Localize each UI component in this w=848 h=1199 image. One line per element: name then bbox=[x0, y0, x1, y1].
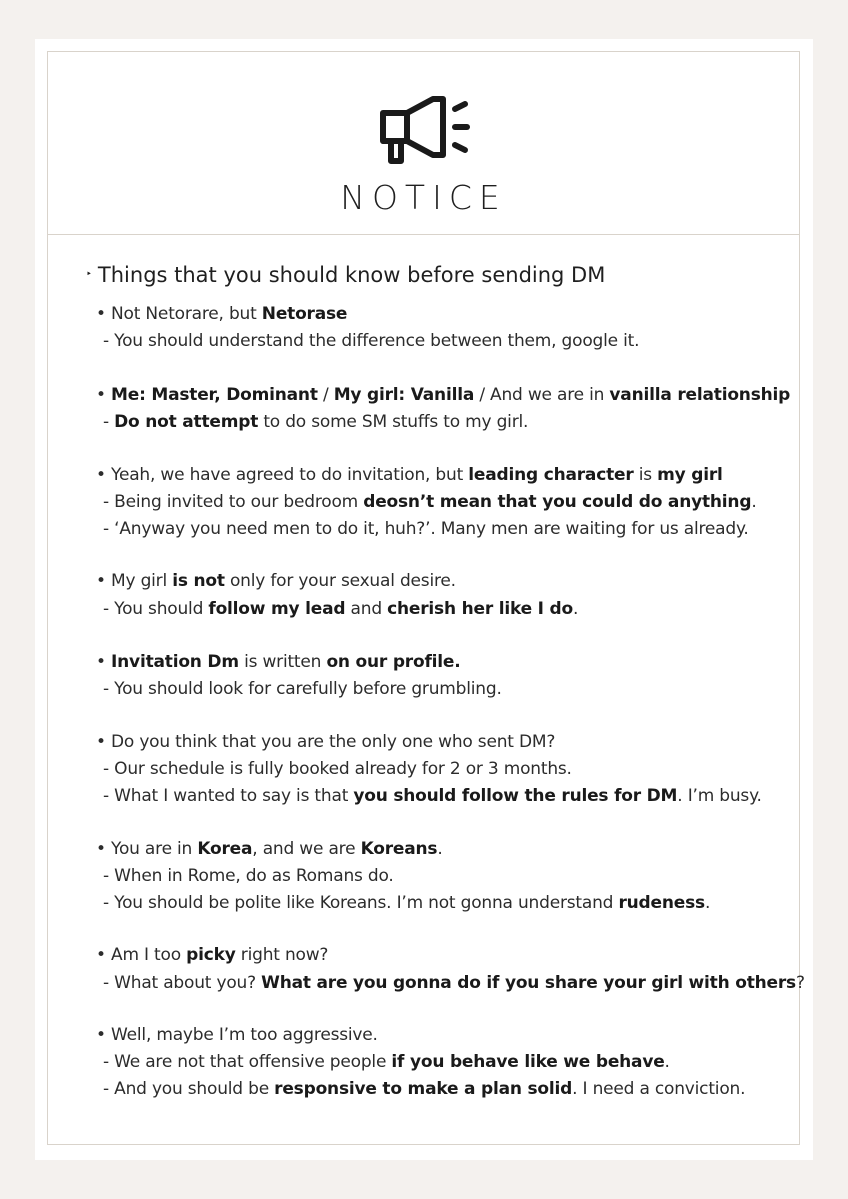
line-text: is written bbox=[238, 652, 327, 672]
line-text: . bbox=[664, 1052, 670, 1072]
line-text: is bbox=[633, 465, 658, 485]
line-prefix: - bbox=[103, 1079, 115, 1099]
emphasis-text: vanilla relationship bbox=[609, 385, 791, 405]
emphasis-text: My girl: Vanilla bbox=[333, 385, 475, 405]
emphasis-text: on our profile. bbox=[326, 652, 461, 672]
line-text: . bbox=[704, 893, 711, 913]
rule-line bbox=[96, 304, 347, 324]
line-text: . I need a conviction. bbox=[572, 1079, 746, 1099]
emphasis-text: Netorase bbox=[261, 304, 348, 324]
line-text: We are not that offensive people bbox=[114, 1052, 392, 1072]
rule-line bbox=[96, 385, 790, 405]
emphasis-text: if you behave like we behave bbox=[391, 1052, 665, 1072]
line-prefix: - bbox=[103, 866, 115, 886]
rule-line bbox=[96, 571, 456, 591]
line-text: ? bbox=[795, 973, 805, 993]
line-text: My girl bbox=[111, 571, 173, 591]
rule-line bbox=[96, 732, 555, 752]
line-text: . bbox=[751, 492, 757, 512]
line-prefix: - bbox=[103, 331, 115, 351]
line-text: . bbox=[572, 599, 579, 619]
line-text: What I wanted to say is that bbox=[114, 786, 354, 806]
rule-line bbox=[103, 331, 639, 351]
rule-line bbox=[103, 519, 749, 539]
emphasis-text: cherish her like I do bbox=[387, 599, 573, 619]
line-text: . bbox=[437, 839, 443, 859]
emphasis-text: Koreans bbox=[360, 839, 438, 859]
line-prefix: - bbox=[103, 786, 115, 806]
line-prefix: • bbox=[96, 732, 112, 752]
line-prefix: • bbox=[96, 945, 112, 965]
line-text: and bbox=[345, 599, 388, 619]
section-heading-text: Things that you should know before sending DM bbox=[97, 263, 606, 287]
line-text: You should be polite like Koreans. I’m not gonna understand bbox=[114, 893, 619, 913]
triangle-bullet-icon: ‣ bbox=[86, 269, 92, 280]
emphasis-text: Invitation Dm bbox=[111, 652, 239, 672]
rule-line bbox=[103, 866, 394, 886]
emphasis-text: What are you gonna do if you share your girl with others bbox=[261, 973, 796, 993]
line-prefix: - bbox=[103, 1052, 115, 1072]
emphasis-text: picky bbox=[186, 945, 236, 965]
notice-frame bbox=[47, 51, 805, 1145]
rule-line bbox=[103, 412, 528, 432]
line-prefix: - bbox=[103, 893, 115, 913]
line-text: Well, maybe I’m too aggressive. bbox=[111, 1025, 378, 1045]
line-text: Not Netorare, but bbox=[111, 304, 262, 324]
rule-line bbox=[103, 973, 805, 993]
line-prefix: - bbox=[103, 679, 115, 699]
line-text: Yeah, we have agreed to do invitation, but bbox=[111, 465, 469, 485]
page-title: NOTICE bbox=[340, 178, 507, 217]
line-prefix: • bbox=[96, 652, 112, 672]
line-text: ‘Anyway you need men to do it, huh?’. Many men are waiting for us already. bbox=[114, 519, 749, 539]
line-prefix: • bbox=[96, 1025, 112, 1045]
line-prefix: • bbox=[96, 571, 112, 591]
line-text: Being invited to our bedroom bbox=[114, 492, 364, 512]
emphasis-text: responsive to make a plan solid bbox=[274, 1079, 573, 1099]
emphasis-text: Me: Master, Dominant bbox=[111, 385, 318, 405]
line-text: only for your sexual desire. bbox=[224, 571, 456, 591]
line-prefix: • bbox=[96, 385, 112, 405]
rule-line bbox=[103, 786, 762, 806]
rule-line bbox=[103, 492, 757, 512]
emphasis-text: follow my lead bbox=[208, 599, 346, 619]
line-prefix: - bbox=[103, 973, 115, 993]
line-text: , and we are bbox=[252, 839, 361, 859]
line-text: You should bbox=[114, 599, 209, 619]
emphasis-text: is not bbox=[172, 571, 225, 591]
line-prefix: • bbox=[96, 304, 112, 324]
line-text: Our schedule is fully booked already for 2 or 3 months. bbox=[114, 759, 572, 779]
line-prefix: • bbox=[96, 839, 112, 859]
line-prefix: - bbox=[103, 759, 115, 779]
line-prefix: - bbox=[103, 492, 115, 512]
rule-line bbox=[96, 652, 461, 672]
line-text: . I’m busy. bbox=[677, 786, 762, 806]
line-text: You should look for carefully before grumbling. bbox=[114, 679, 502, 699]
notice-header bbox=[48, 52, 799, 235]
line-text: Do you think that you are the only one who sent DM? bbox=[111, 732, 556, 752]
emphasis-text: deosn’t mean that you could do anything bbox=[363, 492, 752, 512]
emphasis-text: rudeness bbox=[618, 893, 705, 913]
rule-line bbox=[96, 465, 723, 485]
section-heading bbox=[86, 263, 605, 287]
line-text: / bbox=[317, 385, 334, 405]
line-text: You should understand the difference between them, google it. bbox=[114, 331, 640, 351]
megaphone-icon bbox=[375, 95, 475, 167]
emphasis-text: you should follow the rules for DM bbox=[353, 786, 678, 806]
notice-sheet bbox=[35, 39, 813, 1160]
rule-line bbox=[96, 945, 328, 965]
rule-line bbox=[103, 893, 710, 913]
rule-line bbox=[96, 1025, 378, 1045]
emphasis-text: my girl bbox=[657, 465, 723, 485]
rule-line bbox=[96, 839, 443, 859]
line-text: / And we are in bbox=[474, 385, 610, 405]
emphasis-text: Korea bbox=[197, 839, 253, 859]
rule-line bbox=[103, 759, 572, 779]
line-prefix: - bbox=[103, 412, 115, 432]
line-text: You are in bbox=[111, 839, 198, 859]
line-text: What about you? bbox=[114, 973, 262, 993]
emphasis-text: Do not attempt bbox=[114, 412, 259, 432]
rule-line bbox=[103, 599, 578, 619]
line-text: And you should be bbox=[114, 1079, 275, 1099]
rule-line bbox=[103, 1052, 670, 1072]
rule-line bbox=[103, 1079, 745, 1099]
line-prefix: - bbox=[103, 519, 115, 539]
emphasis-text: leading character bbox=[468, 465, 634, 485]
line-text: When in Rome, do as Romans do. bbox=[114, 866, 394, 886]
line-text: to do some SM stuffs to my girl. bbox=[258, 412, 529, 432]
rule-line bbox=[103, 679, 502, 699]
line-prefix: • bbox=[96, 465, 112, 485]
line-text: Am I too bbox=[111, 945, 187, 965]
line-prefix: - bbox=[103, 599, 115, 619]
line-text: right now? bbox=[235, 945, 329, 965]
